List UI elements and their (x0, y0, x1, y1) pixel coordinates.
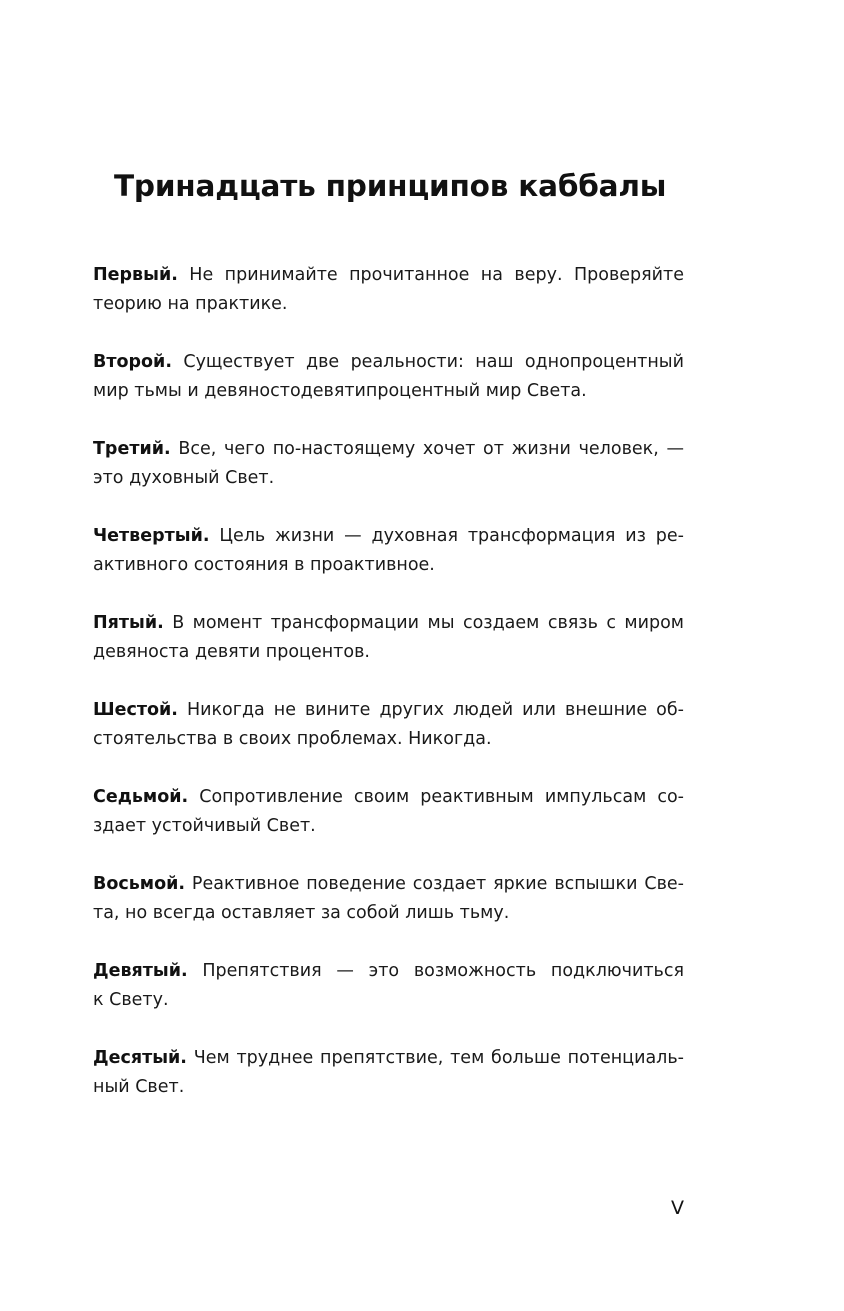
principle-fourth (93, 522, 684, 580)
principle-line (93, 783, 684, 812)
principle-text: Реактивное поведение создает яркие вспышки Све- (185, 874, 684, 894)
principle-line (93, 696, 684, 725)
principle-line (93, 609, 684, 638)
principle-line (93, 435, 684, 464)
principle-lead: Третий. (93, 439, 171, 459)
principle-line: стоятельства в своих проблемах. Никогда. (93, 729, 492, 749)
principle-line: ный Свет. (93, 1077, 185, 1097)
principle-text: Не принимайте прочитанное на веру. Проверяйте (177, 265, 684, 285)
principle-text: Чем труднее препятствие, тем больше потенциаль- (186, 1048, 684, 1068)
principle-text: Сопротивление своим реактивным импульсам со- (188, 787, 684, 807)
principle-first (93, 261, 684, 319)
principle-line (93, 957, 684, 986)
principle-line: та, но всегда оставляет за собой лишь тьму. (93, 903, 510, 923)
principle-line (93, 522, 684, 551)
principle-fifth (93, 609, 684, 667)
principle-text: В момент трансформации мы создаем связь с миром (163, 613, 684, 633)
principle-lead: Второй. (93, 352, 172, 372)
principle-eighth (93, 870, 684, 928)
principle-ninth (93, 957, 684, 1015)
principle-text: Все, чего по-настоящему хочет от жизни человек, — (170, 439, 684, 459)
principle-lead: Девятый. (93, 961, 188, 981)
principle-lead: Десятый. (93, 1048, 187, 1068)
principle-line: к Свету. (93, 990, 169, 1010)
principle-lead: Седьмой. (93, 787, 189, 807)
principle-lead: Четвертый. (93, 526, 210, 546)
principle-lead: Шестой. (93, 700, 178, 720)
principle-text: Цель жизни — духовная трансформация из ре- (209, 526, 684, 546)
principle-second (93, 348, 684, 406)
page-number: V (671, 1197, 684, 1219)
principle-text: Существует две реальности: наш однопроцентный (171, 352, 684, 372)
principle-sixth (93, 696, 684, 754)
principle-line (93, 1044, 684, 1073)
principle-line: здает устойчивый Свет. (93, 816, 316, 836)
page-title: Тринадцать принципов каббалы (114, 169, 667, 203)
principle-line: девяноста девяти процентов. (93, 642, 370, 662)
principle-text: Никогда не вините других людей или внешние об- (177, 700, 684, 720)
principle-third (93, 435, 684, 493)
principle-line (93, 348, 684, 377)
principle-lead: Восьмой. (93, 874, 186, 894)
principle-line: теорию на практике. (93, 294, 288, 314)
principles-list (93, 261, 684, 1131)
principle-tenth (93, 1044, 684, 1102)
principle-text: Препятствия — это возможность подключиться (187, 961, 684, 981)
principle-line (93, 870, 684, 899)
principle-line: это духовный Свет. (93, 468, 275, 488)
principle-lead: Пятый. (93, 613, 164, 633)
principle-lead: Первый. (93, 265, 178, 285)
principle-line: мир тьмы и девяностодевятипроцентный мир Света. (93, 381, 587, 401)
principle-line: активного состояния в проактивное. (93, 555, 435, 575)
principle-line (93, 261, 684, 290)
principle-seventh (93, 783, 684, 841)
